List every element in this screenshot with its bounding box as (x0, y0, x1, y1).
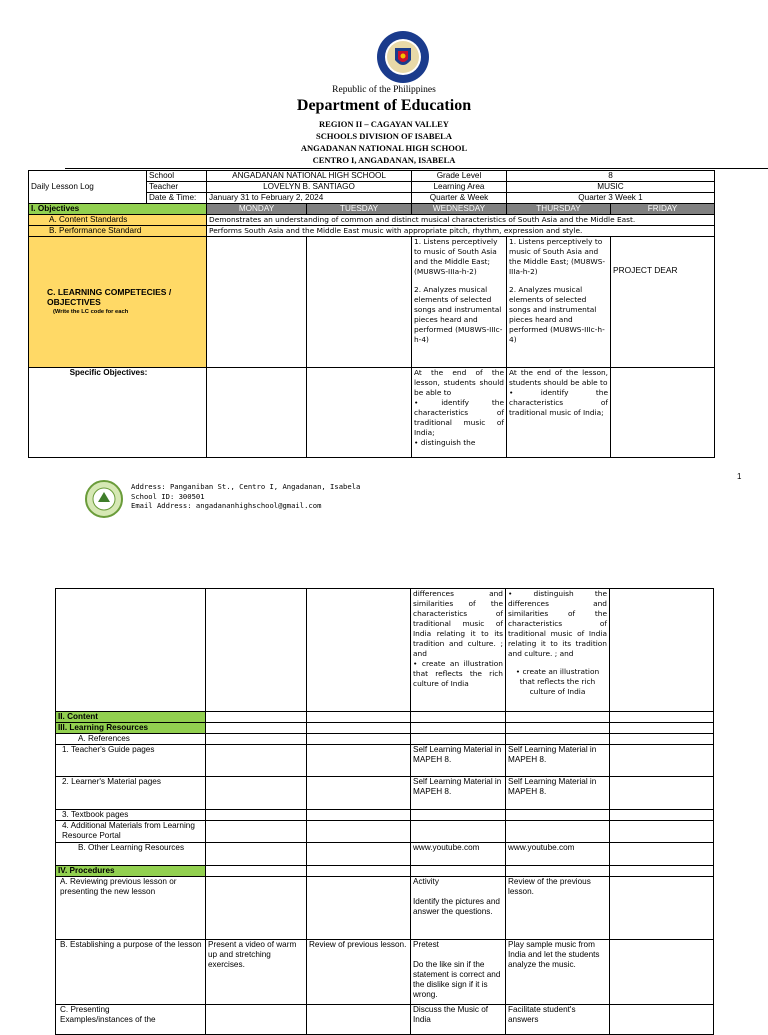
lc-wed-item1: 1. Listens perceptively to music of South Asia and the Middle East; (MU8WS-IIIa-h-2) (414, 237, 498, 276)
learning-competencies-title: C. LEARNING COMPETECIES / OBJECTIVES (47, 287, 172, 307)
school-name: ANGADANAN NATIONAL HIGH SCHOOL (300, 143, 468, 153)
footer-contact (131, 482, 360, 511)
day-monday: MONDAY (207, 204, 307, 215)
proc-b-label: B. Establishing a purpose of the lesson (56, 940, 206, 1005)
grade-value: 8 (507, 171, 715, 182)
region-label: REGION II – CAGAYAN VALLEY (319, 119, 449, 129)
spec-friday (611, 368, 715, 458)
day-wednesday: WEDNESDAY (412, 204, 507, 215)
cont-friday (610, 589, 714, 712)
department-title: Department of Education (296, 97, 472, 114)
teachers-guide-label: 1. Teacher's Guide pages (56, 745, 206, 777)
spec-wednesday: At the end of the lesson, students should be able to • identify the characteristics of traditional music of India; • distinguish the (412, 368, 507, 458)
page-number: 1 (737, 472, 742, 481)
lc-thu-item2: 2. Analyzes musical elements of selected songs and instrumental pieces heard and performed (MU8WS-IIIc-h-4) (509, 285, 605, 344)
quarter-value: Quarter 3 Week 1 (507, 193, 715, 204)
footer-school-id: School ID: 300501 (131, 491, 205, 501)
performance-standard-label: B. Performance Standard (29, 226, 207, 237)
school-value: ANGADANAN NATIONAL HIGH SCHOOL (207, 171, 412, 182)
lm-thursday: Self Learning Material in MAPEH 8. (506, 777, 610, 810)
tg-wednesday: Self Learning Material in MAPEH 8. (411, 745, 506, 777)
other-resources-label: B. Other Learning Resources (56, 843, 206, 866)
quarter-label: Quarter & Week (412, 193, 507, 204)
section-content: II. Content (56, 712, 206, 723)
references-label: A. References (56, 734, 206, 745)
cont-thursday (506, 589, 610, 712)
cont-thu-item2: • create an illustration that reflects the rich culture of India (515, 667, 600, 696)
grade-label: Grade Level (412, 171, 507, 182)
cont-thu-item1: • distinguish the differences and similarities of the characteristics of traditional music of India relating it to its tradition and culture. ; and (508, 589, 607, 658)
cont-monday (206, 589, 307, 712)
school-address: CENTRO I, ANGADANAN, ISABELA (312, 155, 456, 165)
lc-thu-item1: 1. Listens perceptively to music of South Asia and the Middle East; (MU8WS-IIIa-h-2) (509, 237, 606, 276)
proc-a-thursday: Review of the previous lesson. (506, 877, 610, 940)
area-value: MUSIC (507, 182, 715, 193)
learners-material-label: 2. Learner's Material pages (56, 777, 206, 810)
lesson-log-table-page1 (28, 170, 715, 458)
lesson-log-table-page2 (55, 588, 714, 1035)
school-label: School (147, 171, 207, 182)
learning-competencies-cell (29, 237, 207, 368)
proc-a-label: A. Reviewing previous lesson or presenting the new lesson (56, 877, 206, 940)
proc-c-thursday: Facilitate student's answers (506, 1005, 610, 1035)
cont-tuesday (307, 589, 411, 712)
division-label: SCHOOLS DIVISION OF ISABELA (316, 131, 452, 141)
section-learning-resources: III. Learning Resources (56, 723, 206, 734)
cont-wednesday: differences and similarities of the characteristics of traditional music of India relating it to its tradition and culture. ; and • create an illustration that reflects the rich culture of India (411, 589, 506, 712)
specific-objectives-label: Specific Objectives: (29, 368, 207, 458)
lc-monday (207, 237, 307, 368)
teacher-label: Teacher (147, 182, 207, 193)
content-standards-value: Demonstrates an understanding of common and distinct musical characteristics of South Asia and the Middle East. (207, 215, 715, 226)
cont-label (56, 589, 206, 712)
performance-standard-value: Performs South Asia and the Middle East music with appropriate pitch, rhythm, expression and style. (207, 226, 715, 237)
day-friday: FRIDAY (611, 204, 715, 215)
republic-label: Republic of the Philippines (332, 85, 436, 95)
proc-b-wednesday: Pretest Do the like sin if the statement is correct and the dislike sign if it is wrong. (411, 940, 506, 1005)
spec-thursday: At the end of the lesson, students should be able to • identify the characteristics of traditional music of India; (507, 368, 611, 458)
lc-wednesday (412, 237, 507, 368)
textbook-label: 3. Textbook pages (56, 810, 206, 821)
lc-friday: PROJECT DEAR (611, 237, 715, 368)
section-procedures: IV. Procedures (56, 866, 206, 877)
proc-b-tuesday: Review of previous lesson. (307, 940, 411, 1005)
other-res-thursday: www.youtube.com (506, 843, 610, 866)
section-objectives: I. Objectives (29, 204, 207, 215)
day-tuesday: TUESDAY (307, 204, 412, 215)
footer-email: Email Address: angadananhighschool@gmail.com (131, 501, 322, 510)
date-value: January 31 to February 2, 2024 (207, 193, 412, 204)
deped-seal-logo (376, 30, 430, 84)
school-seal-logo (85, 480, 123, 518)
footer-address: Address: Panganiban St., Centro I, Angadanan, Isabela (131, 482, 361, 491)
teacher-value: LOVELYN B. SANTIAGO (207, 182, 412, 193)
lm-wednesday: Self Learning Material in MAPEH 8. (411, 777, 506, 810)
spec-monday (207, 368, 307, 458)
date-label: Date & Time: (147, 193, 207, 204)
proc-c-label: C. Presenting Examples/instances of the (56, 1005, 206, 1035)
area-label: Learning Area (412, 182, 507, 193)
spec-tuesday (307, 368, 412, 458)
header-divider (65, 168, 768, 169)
other-res-wednesday: www.youtube.com (411, 843, 506, 866)
lc-wed-item2: 2. Analyzes musical elements of selected songs and instrumental pieces heard and performed (MU8WS-IIIc-h-4) (414, 285, 503, 344)
learning-competencies-note: (Write the LC code for each (53, 309, 129, 315)
proc-b-thursday: Play sample music from India and let the students analyze the music. (506, 940, 610, 1005)
lc-tuesday (307, 237, 412, 368)
day-thursday: THURSDAY (507, 204, 611, 215)
proc-c-wednesday: Discuss the Music of India (411, 1005, 506, 1035)
dll-title: Daily Lesson Log (29, 171, 147, 204)
proc-b-monday: Present a video of warm up and stretching exercises. (206, 940, 307, 1005)
additional-materials-label: 4. Additional Materials from Learning Resource Portal (56, 821, 206, 843)
lc-thursday (507, 237, 611, 368)
proc-a-wednesday: Activity Identify the pictures and answer the questions. (411, 877, 506, 940)
content-standards-label: A. Content Standards (29, 215, 207, 226)
tg-thursday: Self Learning Material in MAPEH 8. (506, 745, 610, 777)
